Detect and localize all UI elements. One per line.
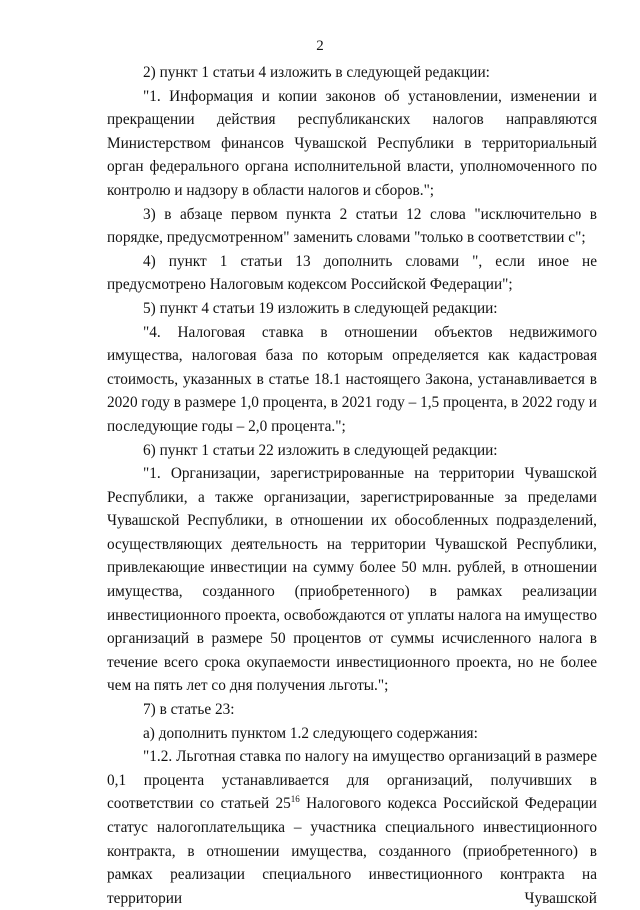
paragraph-subitem-a: а) дополнить пунктом 1.2 следующего содержания:	[143, 724, 478, 742]
paragraph-item-4: 4) пункт 1 статьи 13 дополнить словами ", если иное не предусмотрено Налоговым кодексом Российской Федерации";	[107, 252, 597, 294]
paragraph-item-2-text: "1. Информация и копии законов об установлении, изменении и прекращении действия республиканских налогов направляются Министерством финансов Чувашской Республики в территориальный орган федерального органа исполнительной власти, уполномоченного по контролю и надзору в области налогов и сборов.";	[107, 87, 597, 199]
document-body	[107, 61, 597, 910]
paragraph-item-5: 5) пункт 4 статьи 19 изложить в следующей редакции:	[143, 299, 498, 317]
paragraph-item-5-text: "4. Налоговая ставка в отношении объектов недвижимого имущества, налоговая база по которым определяется как кадастровая стоимость, указанных в статье 18.1 настоящего Закона, устанавливается в 2020 году в размере 1,0 процента, в 2021 году – 1,5 процента, в 2022 году и последующие годы – 2,0 процента.";	[107, 323, 597, 435]
paragraph-item-6: 6) пункт 1 статьи 22 изложить в следующей редакции:	[143, 441, 498, 459]
paragraph-item-1-2-text-end: Налогового кодекса Российской Федерации статус налогоплательщика – участника специального инвестиционного контракта, в отношении имущества, созданного (приобретенного) в рамках реализации специального инвестиционного контракта на территории Чувашской	[107, 795, 597, 907]
paragraph-item-3: 3) в абзаце первом пункта 2 статьи 12 слова "исключительно в порядке, предусмотренном" заменить словами "только в соответствии с";	[107, 205, 597, 247]
article-superscript: 16	[290, 794, 300, 805]
paragraph-item-2: 2) пункт 1 статьи 4 изложить в следующей редакции:	[143, 64, 490, 81]
paragraph-item-1-2-text-start: "1.2. Льготная ставка по налогу на имущество организаций в размере 0,1 процента устанавливается для организаций, получивших в соответствии со статьей 25	[107, 748, 597, 813]
paragraph-item-1-2-text	[107, 745, 597, 910]
page-number: 2	[316, 38, 324, 54]
paragraph-item-6-text: "1. Организации, зарегистрированные на территории Чувашской Республики, а также организации, зарегистрированные за пределами Чувашской Республики, в отношении их обособленных подразделений, осуществляющих деятельность на территории Чувашской Республики, привлекающие инвестиции на сумму более 50 млн. рублей, в отношении имущества, созданного (приобретенного) в рамках реализации инвестиционного проекта, освобождаются от уплаты налога на имущество организаций в размере 50 процентов от суммы исчисленного налога в течение всего срока окупаемости инвестиционного проекта, но не более чем на пять лет со дня получения льготы.";	[107, 465, 597, 695]
paragraph-item-7: 7) в статье 23:	[143, 701, 235, 719]
